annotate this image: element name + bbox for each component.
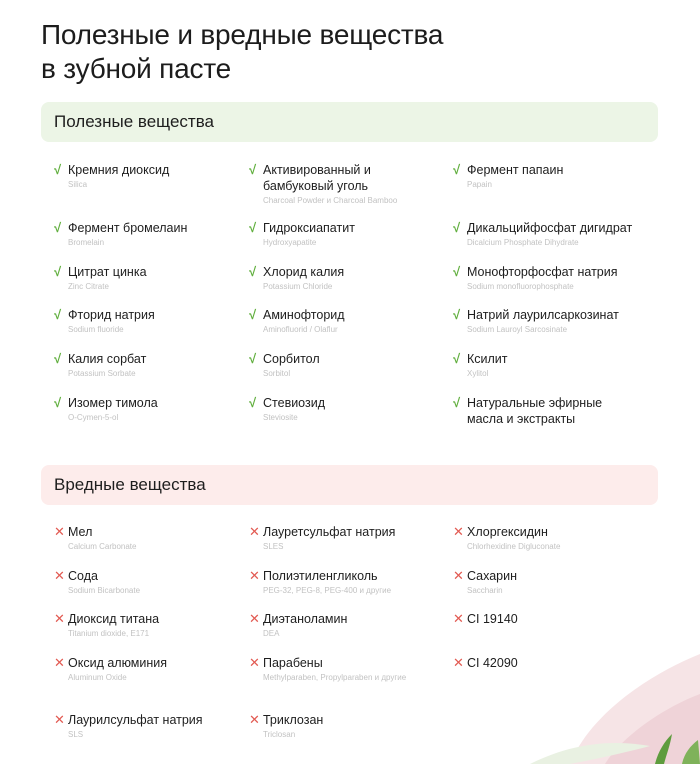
good-item-name: Калия сорбат xyxy=(68,352,147,366)
check-icon: √ xyxy=(249,351,257,366)
bad-item xyxy=(54,568,254,597)
good-item xyxy=(249,264,449,293)
bad-item-latin: Titanium dioxide, E171 xyxy=(68,629,150,638)
good-item xyxy=(249,351,449,380)
bad-item-latin: Triclosan xyxy=(263,730,296,739)
good-item-name: Стевиозид xyxy=(263,396,326,410)
good-item-latin: Silica xyxy=(68,180,88,189)
bad-item-latin: Chlorhexidine Digluconate xyxy=(467,542,561,551)
bad-item-latin: Calcium Carbonate xyxy=(68,542,137,551)
bad-item-name: Диэтаноламин xyxy=(263,612,348,626)
bad-item-name: Оксид алюминия xyxy=(68,656,168,670)
bad-item-name: Сахарин xyxy=(467,569,518,583)
check-icon: √ xyxy=(453,395,461,410)
check-icon: √ xyxy=(54,395,62,410)
good-item xyxy=(453,162,653,191)
decorative-leaf-graphic xyxy=(420,634,700,764)
cross-icon: ✕ xyxy=(453,655,464,670)
bad-item-latin: Aluminum Oxide xyxy=(68,673,127,682)
bad-item xyxy=(249,524,449,553)
bad-item-latin: Sodium Bicarbonate xyxy=(68,586,141,595)
bad-section-header: Вредные вещества xyxy=(41,465,658,505)
check-icon: √ xyxy=(453,162,461,177)
good-item-latin: Hydroxyapatite xyxy=(263,238,317,247)
good-item-name: Фермент папаин xyxy=(467,163,564,177)
bad-item-latin: SLES xyxy=(263,542,284,551)
bad-item xyxy=(453,611,653,627)
check-icon: √ xyxy=(249,395,257,410)
bad-item xyxy=(54,611,254,640)
cross-icon: ✕ xyxy=(54,611,65,626)
cross-icon: ✕ xyxy=(54,524,65,539)
title-line-2: в зубной пасте xyxy=(41,53,232,84)
bad-item-name: Диоксид титана xyxy=(68,612,160,626)
check-icon: √ xyxy=(54,307,62,322)
good-item-name: Аминофторид xyxy=(263,308,345,322)
check-icon: √ xyxy=(453,264,461,279)
cross-icon: ✕ xyxy=(54,568,65,583)
good-item-name: Цитрат цинка xyxy=(68,265,147,279)
bad-item xyxy=(453,524,653,553)
bad-item-name: Парабены xyxy=(263,656,323,670)
good-item-name: Натуральные эфирные масла и экстракты xyxy=(467,396,603,426)
good-item xyxy=(453,307,658,336)
bad-item-name: Полиэтиленгликоль xyxy=(263,569,378,583)
good-item-name: Гидроксиапатит xyxy=(263,221,355,235)
title-line-1: Полезные и вредные вещества xyxy=(41,19,444,50)
bad-item xyxy=(249,568,449,597)
bad-item xyxy=(54,655,254,684)
bad-item xyxy=(54,524,254,553)
good-item xyxy=(249,395,449,424)
good-item-latin: Zinc Citrate xyxy=(68,282,109,291)
bad-item-latin: DEA xyxy=(263,629,280,638)
check-icon: √ xyxy=(249,220,257,235)
cross-icon: ✕ xyxy=(453,568,464,583)
bad-item xyxy=(453,568,653,597)
check-icon: √ xyxy=(453,307,461,322)
good-item-name: Ксилит xyxy=(467,352,508,366)
good-item xyxy=(249,162,439,207)
bad-item xyxy=(249,655,449,684)
good-item-name: Дикальцийфосфат дигидрат xyxy=(467,221,633,235)
cross-icon: ✕ xyxy=(249,655,260,670)
good-item-name: Сорбитол xyxy=(263,352,320,366)
check-icon: √ xyxy=(453,220,461,235)
check-icon: √ xyxy=(54,264,62,279)
cross-icon: ✕ xyxy=(249,568,260,583)
bad-item-name: Сода xyxy=(68,569,98,583)
good-item-latin: Aminofluorid / Olaflur xyxy=(263,325,338,334)
good-item-name: Хлорид калия xyxy=(263,265,345,279)
good-item xyxy=(54,395,257,424)
good-section-header: Полезные вещества xyxy=(41,102,658,142)
bad-item-latin: PEG-32, PEG-8, PEG-400 и другие xyxy=(263,586,392,595)
bad-item xyxy=(453,655,653,671)
good-item-latin: O-Cymen-5-ol xyxy=(68,413,119,422)
check-icon: √ xyxy=(249,264,257,279)
check-icon: √ xyxy=(453,351,461,366)
good-item-name: Фермент бромелаин xyxy=(68,221,188,235)
bad-item-name: Лаурилсульфат натрия xyxy=(68,713,203,727)
bad-item-name: Мел xyxy=(68,525,93,539)
good-item-name: Активированный и бамбуковый уголь xyxy=(263,163,371,193)
good-item-latin: Sodium fluoride xyxy=(68,325,124,334)
good-item-latin: Papain xyxy=(467,180,492,189)
good-item-name: Изомер тимола xyxy=(68,396,158,410)
good-item xyxy=(54,307,257,336)
good-item-latin: Sodium Lauroyl Sarcosinate xyxy=(467,325,568,334)
good-item xyxy=(453,264,658,293)
cross-icon: ✕ xyxy=(249,524,260,539)
good-item-name: Монофторфосфат натрия xyxy=(467,265,618,279)
good-item-latin: Dicalcium Phosphate Dihydrate xyxy=(467,238,579,247)
cross-icon: ✕ xyxy=(453,611,464,626)
bad-item-name: CI 42090 xyxy=(467,656,518,670)
cross-icon: ✕ xyxy=(453,524,464,539)
good-item-latin: Bromelain xyxy=(68,238,105,247)
good-item xyxy=(54,220,257,249)
good-item xyxy=(453,395,628,427)
bad-item-name: Хлоргексидин xyxy=(467,525,548,539)
good-item-latin: Potassium Chloride xyxy=(263,282,333,291)
bad-item-latin: SLS xyxy=(68,730,84,739)
bad-item-name: CI 19140 xyxy=(467,612,518,626)
good-item xyxy=(249,220,449,249)
good-item xyxy=(54,264,257,293)
check-icon: √ xyxy=(54,220,62,235)
cross-icon: ✕ xyxy=(249,611,260,626)
good-item-latin: Sodium monofluorophosphate xyxy=(467,282,574,291)
check-icon: √ xyxy=(54,351,62,366)
good-item xyxy=(453,351,653,380)
good-item-latin: Xylitol xyxy=(467,369,489,378)
good-item-name: Кремния диоксид xyxy=(68,163,170,177)
bad-item xyxy=(54,712,254,741)
page-title xyxy=(41,18,443,86)
good-item-name: Фторид натрия xyxy=(68,308,155,322)
cross-icon: ✕ xyxy=(249,712,260,727)
bad-item-name: Лауретсульфат натрия xyxy=(263,525,396,539)
good-item xyxy=(54,162,257,191)
good-item-name: Натрий лаурилсаркозинат xyxy=(467,308,619,322)
good-item xyxy=(54,351,257,380)
bad-item xyxy=(249,611,449,640)
cross-icon: ✕ xyxy=(54,712,65,727)
good-item-latin: Potassium Sorbate xyxy=(68,369,136,378)
good-item xyxy=(453,220,658,249)
bad-item-name: Триклозан xyxy=(263,713,324,727)
cross-icon: ✕ xyxy=(54,655,65,670)
bad-item xyxy=(249,712,449,741)
bad-item-latin: Methylparaben, Propylparaben и другие xyxy=(263,673,407,682)
bad-item-latin: Saccharin xyxy=(467,586,503,595)
check-icon: √ xyxy=(54,162,62,177)
check-icon: √ xyxy=(249,162,257,177)
good-item-latin: Charcoal Powder и Charcoal Bamboo xyxy=(263,196,398,205)
check-icon: √ xyxy=(249,307,257,322)
good-item-latin: Steviosite xyxy=(263,413,298,422)
good-item-latin: Sorbitol xyxy=(263,369,291,378)
good-item xyxy=(249,307,449,336)
